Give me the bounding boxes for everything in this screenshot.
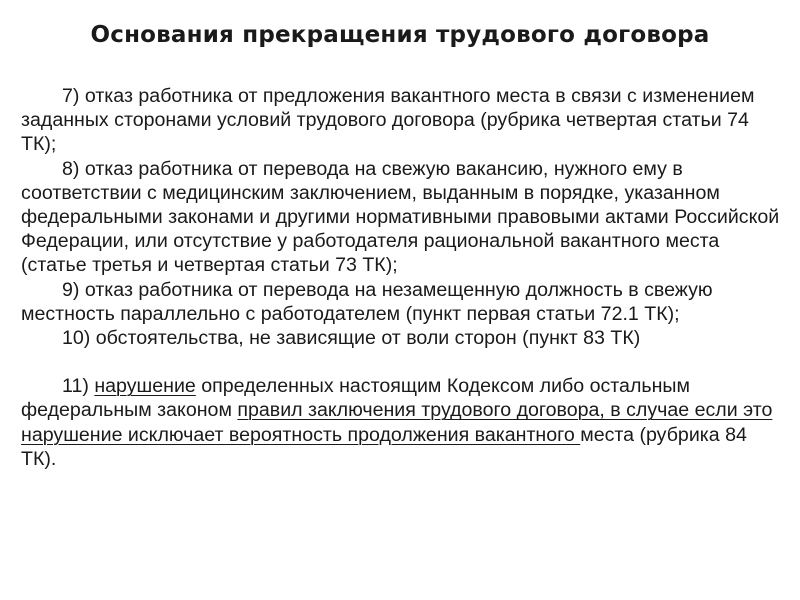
item11-text: определенных настоящим Кодексом либо остальным федеральным законом <box>21 375 690 422</box>
underlined-term-violation: нарушение <box>94 375 196 398</box>
item11-number: 11) <box>62 375 95 398</box>
slide-body <box>21 84 781 471</box>
item11-ending: места (рубрика 84 ТК). <box>21 423 747 470</box>
paragraph-spacer <box>21 350 781 374</box>
underlined-phrase-rules: правил заключения трудового договора, в случае если это нарушение исключает вероятность продолжения вакантного <box>21 399 773 446</box>
list-item-11 <box>21 374 781 471</box>
slide-title: Основания прекращения трудового договора <box>90 22 710 48</box>
list-item-9: 9) отказ работника от перевода на незамещенную должность в свежую местность параллельно с работодателем (пункт первая статьи 72.1 ТК); <box>21 278 713 325</box>
list-item-7: 7) отказ работника от предложения вакантного места в связи с изменением заданных сторонами условий трудового договора (рубрика четвертая статьи 74 ТК); <box>21 85 755 156</box>
list-item-8: 8) отказ работника от перевода на свежую вакансию, нужного ему в соответствии с медицинским заключением, выданным в порядке, указанном федеральными законами и другими нормативными правовыми актами Российской Федерации, или отсутствие у работодателя рациональной вакантного места (статье третья и четвертая статьи 73 ТК); <box>21 157 780 277</box>
list-item-10: 10) обстоятельства, не зависящие от воли сторон (пункт 83 ТК) <box>62 327 641 350</box>
